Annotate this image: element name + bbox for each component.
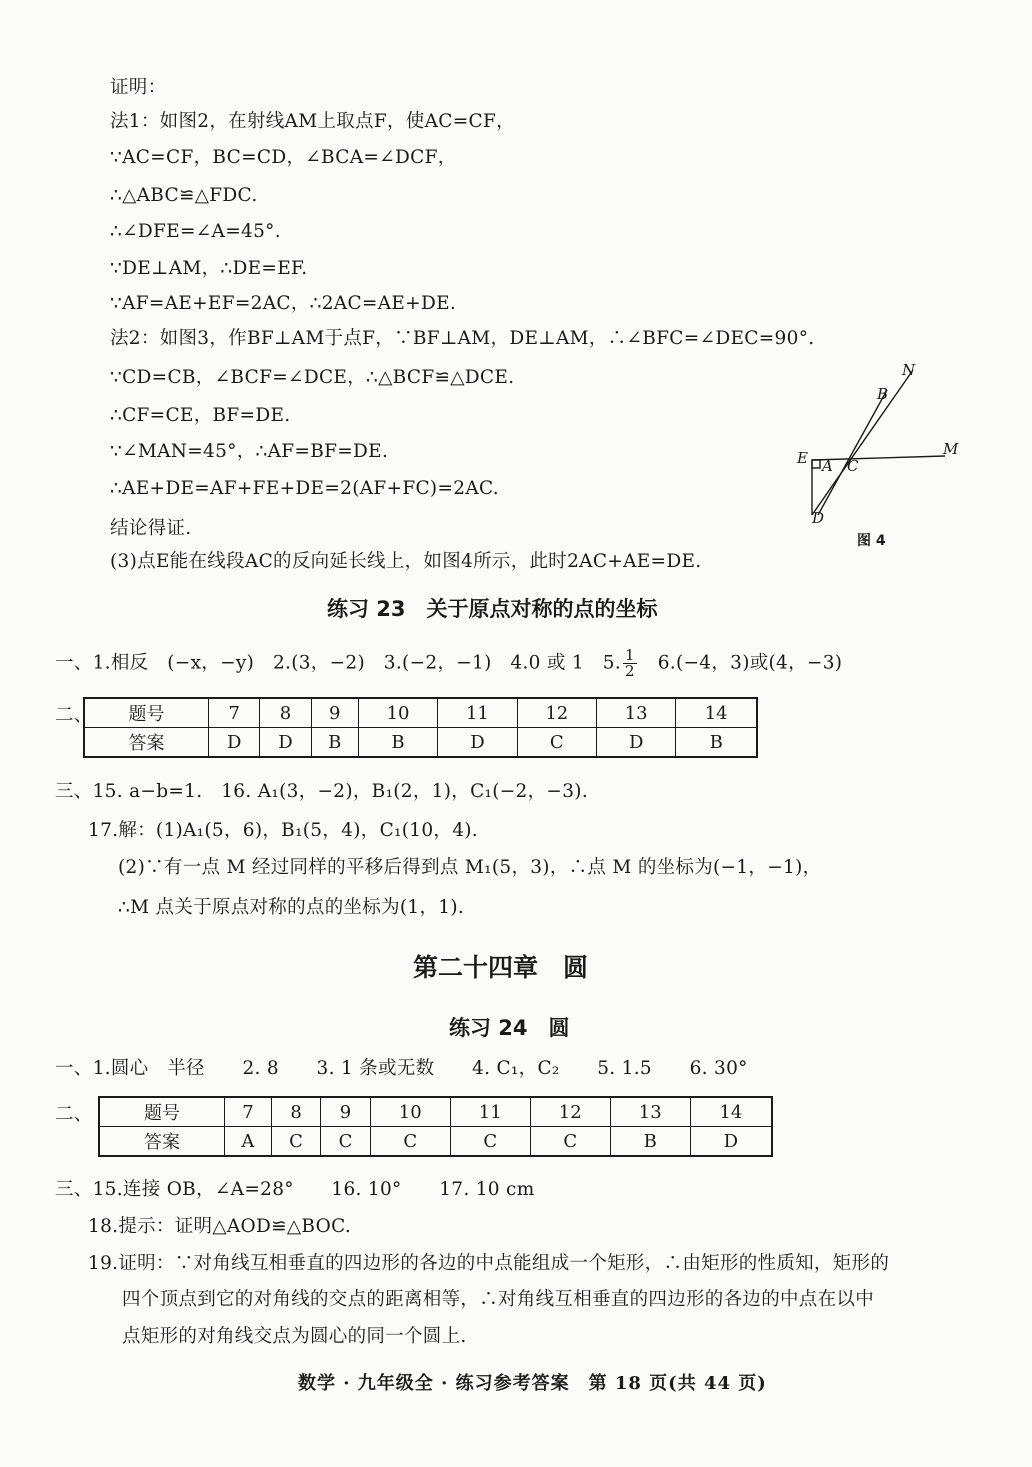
table-cell: D [438,728,517,758]
page-footer: 数学 · 九年级全 · 练习参考答案 第 18 页(共 44 页) [298,1373,767,1394]
ex24-part1: 一、1.圆心 半径 2. 8 3. 1 条或无数 4. C₁，C₂ 5. 1.5 6. 30° [55,1058,748,1079]
table-cell: D [260,728,311,758]
segment-DB [818,390,887,515]
chapter-title: 第二十四章 圆 [413,953,589,982]
table-cell: D [209,728,260,758]
table-row [84,728,757,758]
proof-line: ∵DE⊥AM，∴DE=EF. [110,258,308,279]
label-E: E [797,449,808,467]
ex24-part3-line: 19.证明：∵对角线互相垂直的四边形的各边的中点能组成一个矩形，∴由矩形的性质知，矩形的 [88,1253,890,1274]
table-cell: C [530,1127,610,1157]
table-cell: 13 [597,698,676,728]
label-A: A [822,457,833,475]
table-cell: 10 [358,698,437,728]
table-cell: C [370,1127,450,1157]
table-cell: C [271,1127,320,1157]
fraction-numerator: 1 [625,646,635,664]
table-cell: B [610,1127,690,1157]
table-cell: 7 [225,1097,272,1127]
table-cell: 答案 [99,1127,225,1157]
ex24-answer-table [98,1096,773,1157]
table-cell: 8 [260,698,311,728]
table-cell: 11 [438,698,517,728]
ex23-part1-prefix: 一、1.相反 (−x，−y) 2.(3，−2) 3.(−2，−1) 4.0 或 1 5. [55,652,622,674]
ex24-part3-line: 18.提示：证明△AOD≌△BOC. [88,1216,352,1237]
fraction-denominator: 2 [625,662,635,680]
table-cell: 12 [517,698,596,728]
ex23-part3-line: 三、15. a−b=1. 16. A₁(3，−2)，B₁(2，1)，C₁(−2，−3). [55,781,588,802]
ex24-part3-line: 三、15.连接 OB，∠A=28° 16. 10° 17. 10 cm [55,1179,535,1200]
proof-line: ∴△ABC≌△FDC. [110,185,258,206]
table-cell: 9 [321,1097,370,1127]
label-B: B [877,385,889,403]
table-cell: 13 [610,1097,690,1127]
table-cell: 题号 [99,1097,225,1127]
table-cell: C [450,1127,530,1157]
table-cell: A [225,1127,272,1157]
figure-4-caption: 图 4 [857,533,886,549]
ex23-part1-suffix: 6.(−4，3)或(4，−3) [638,652,843,674]
table-cell: D [597,728,676,758]
ray-AN [812,370,913,515]
label-C: C [847,457,859,475]
proof-line: ∴AE+DE=AF+FE+DE=2(AF+FC)=2AC. [110,478,499,499]
ex23-part1 [55,648,842,679]
table-cell: C [517,728,596,758]
table-row [99,1097,772,1127]
table-cell: 7 [209,698,260,728]
table-row [99,1127,772,1157]
table-cell: B [676,728,757,758]
label-M: M [943,440,959,458]
ex23-part2-label: 二、 [55,705,93,726]
table-cell: 答案 [84,728,209,758]
ex23-answer-table [83,697,758,758]
table-cell: B [311,728,358,758]
exercise-23-title: 练习 23 关于原点对称的点的坐标 [327,597,658,621]
ex24-part3-line: 点矩形的对角线交点为圆心的同一个圆上. [122,1326,467,1347]
table-row [84,698,757,728]
proof-line: (3)点E能在线段AC的反向延长线上，如图4所示，此时2AC+AE=DE. [110,551,702,572]
proof-line: ∵AF=AE+EF=2AC，∴2AC=AE+DE. [110,293,457,314]
fraction-one-half [623,648,637,679]
figure-4-diagram [785,355,975,555]
table-cell: D [690,1127,772,1157]
right-angle-mark [812,460,820,468]
ex24-part3-line: 四个顶点到它的对角线的交点的距离相等，∴对角线互相垂直的四边形的各边的中点在以中 [122,1289,875,1310]
label-D: D [812,509,825,527]
proof-line: 结论得证. [110,518,192,539]
proof-line: ∴CF=CE，BF=DE. [110,405,291,426]
table-cell: 12 [530,1097,610,1127]
proof-line: ∵AC=CF，BC=CD，∠BCA=∠DCF， [110,147,457,168]
proof-line: ∴∠DFE=∠A=45°. [110,221,281,242]
table-cell: B [358,728,437,758]
table-cell: C [321,1127,370,1157]
label-N: N [902,361,916,379]
ex23-part3-line: ∴M 点关于原点对称的点的坐标为(1，1). [118,897,465,918]
table-cell: 9 [311,698,358,728]
ex23-part3-line: 17.解：(1)A₁(5，6)，B₁(5，4)，C₁(10，4). [88,820,478,841]
exercise-24-title: 练习 24 圆 [449,1016,570,1040]
table-cell: 11 [450,1097,530,1127]
table-cell: 10 [370,1097,450,1127]
table-cell: 14 [676,698,757,728]
table-cell: 14 [690,1097,772,1127]
proof-line: 法2：如图3，作BF⊥AM于点F，∵BF⊥AM，DE⊥AM，∴∠BFC=∠DEC=90°. [110,328,815,349]
proof-line: ∵∠MAN=45°，∴AF=BF=DE. [110,441,389,462]
proof-line: 证明： [110,77,167,98]
ex24-part2-label: 二、 [55,1104,93,1125]
proof-line: 法1：如图2，在射线AM上取点F，使AC=CF， [110,111,515,132]
table-cell: 题号 [84,698,209,728]
proof-line: ∵CD=CB，∠BCF=∠DCE，∴△BCF≌△DCE. [110,367,515,388]
ex23-part3-line: (2)∵有一点 M 经过同样的平移后得到点 M₁(5，3)，∴点 M 的坐标为(−1，−1)， [118,857,822,878]
table-cell: 8 [271,1097,320,1127]
